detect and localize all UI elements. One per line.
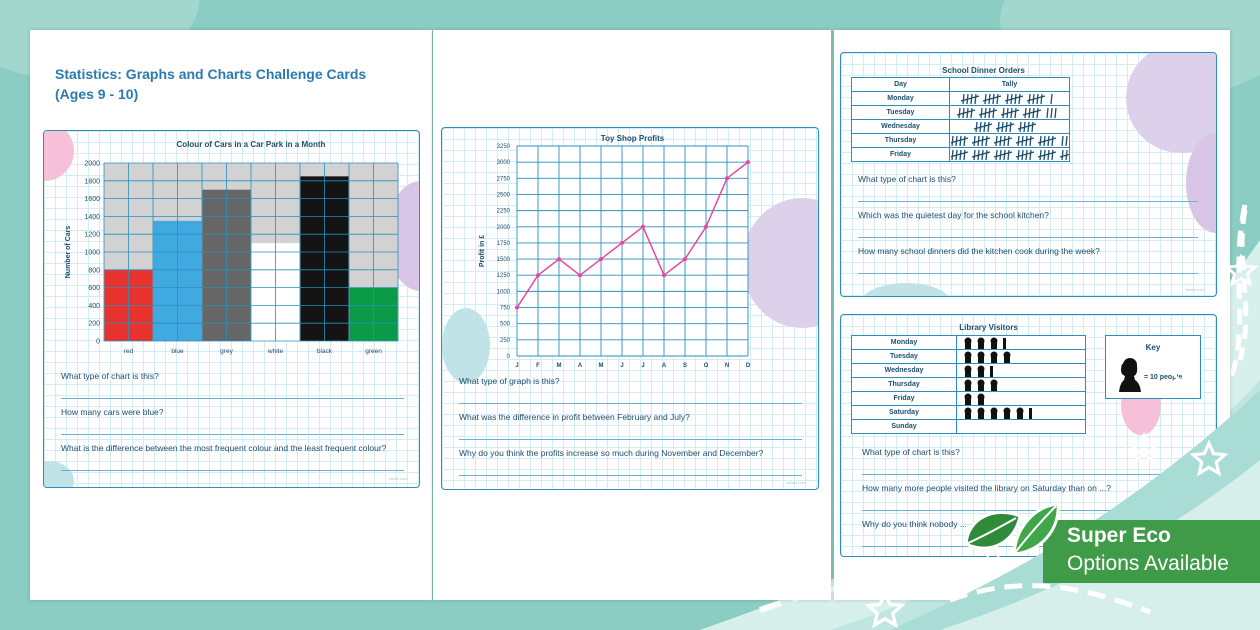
x-tick-label: D [745, 363, 751, 369]
y-tick-label: 2000 [496, 224, 510, 231]
day-cell: Thursday [852, 134, 950, 148]
day-cell: Friday [852, 148, 950, 162]
question-3: Why do you think the profits increase so much during November and December? [459, 448, 764, 458]
y-tick-label: 200 [88, 320, 100, 328]
x-tick-label: A [661, 363, 667, 369]
y-tick-label: 1000 [84, 249, 100, 257]
x-tick-label: A [577, 363, 583, 369]
y-tick-label: 2000 [84, 160, 100, 168]
y-tick-label: 1800 [84, 178, 100, 186]
column-header-tally: Tally [950, 78, 1070, 92]
y-tick-label: 0 [506, 354, 510, 360]
key-value: = 10 people [1144, 374, 1183, 381]
y-tick-label: 250 [499, 337, 510, 344]
day-cell: Monday [852, 336, 957, 350]
leaf-icon [958, 496, 1062, 576]
star-icon [1224, 254, 1258, 288]
x-tick-label: J [515, 363, 519, 369]
question-1: What type of chart is this? [858, 174, 956, 184]
question-3: Why do you think nobody ... [862, 519, 967, 529]
x-tick-label: M [556, 363, 562, 369]
key-title: Key [1145, 343, 1161, 352]
star-icon [1170, 362, 1200, 392]
day-cell: Thursday [852, 378, 957, 392]
card-title: School Dinner Orders [942, 66, 1025, 75]
star-icon [1128, 432, 1160, 464]
question-1: What type of chart is this? [61, 371, 159, 381]
y-tick-label: 600 [88, 285, 100, 293]
worksheet-title: Statistics: Graphs and Charts Challenge Cards (Ages 9 - 10) [55, 66, 367, 102]
chart-title: Colour of Cars in a Car Park in a Month [176, 140, 326, 149]
x-tick-label: J [620, 363, 624, 369]
y-tick-label: 1000 [496, 289, 510, 296]
star-icon [865, 590, 905, 630]
x-tick-label: F [536, 363, 540, 369]
day-cell: Friday [852, 392, 957, 406]
day-cell: Wednesday [852, 120, 950, 134]
y-tick-label: 1200 [84, 231, 100, 239]
watermark: twinkl.com [389, 476, 408, 481]
x-tick-label: S [682, 363, 688, 369]
day-cell: Monday [852, 92, 950, 106]
watermark: twinkl.com [1186, 287, 1205, 292]
y-tick-label: 0 [96, 338, 100, 346]
question-1: What type of chart is this? [862, 447, 960, 457]
y-tick-label: 1750 [496, 240, 510, 247]
day-cell: Tuesday [852, 106, 950, 120]
y-tick-label: 2500 [496, 192, 510, 199]
x-tick-label: J [641, 363, 645, 369]
y-axis-label: Profit in £ [479, 234, 486, 268]
y-tick-label: 1500 [496, 257, 510, 264]
x-tick-label: red [123, 348, 134, 355]
x-tick-label: black [316, 348, 333, 355]
y-tick-label: 2250 [496, 208, 510, 215]
day-cell: Sunday [852, 420, 957, 434]
y-tick-label: 1600 [84, 196, 100, 204]
y-axis-label: Number of Cars [65, 225, 72, 279]
x-tick-label: green [365, 348, 382, 355]
star-icon [1190, 440, 1228, 478]
badge-line-2: Options Available [1067, 552, 1229, 575]
y-tick-label: 400 [88, 302, 100, 310]
question-3: What is the difference between the most frequent colour and the least frequent colour? [61, 443, 387, 453]
y-tick-label: 2750 [496, 176, 510, 183]
y-tick-label: 800 [88, 267, 100, 275]
y-tick-label: 3000 [496, 160, 510, 167]
x-tick-label: blue [171, 348, 184, 355]
question-2: Which was the quietest day for the school kitchen? [858, 210, 1049, 220]
x-tick-label: grey [220, 348, 233, 355]
x-tick-label: N [724, 363, 730, 369]
y-tick-label: 750 [499, 305, 510, 312]
y-tick-label: 3250 [496, 144, 510, 150]
question-3: How many school dinners did the kitchen cook during the week? [858, 246, 1100, 256]
question-1: What type of graph is this? [459, 376, 560, 386]
y-tick-label: 500 [499, 321, 510, 328]
badge-line-1: Super Eco [1067, 524, 1171, 547]
day-cell: Wednesday [852, 364, 957, 378]
chart-title: Toy Shop Profits [600, 134, 665, 143]
question-2: How many cars were blue? [61, 407, 164, 417]
question-2: How many more people visited the library on Saturday than on ...? [862, 483, 1111, 493]
super-eco-badge[interactable] [1043, 520, 1260, 583]
day-cell: Tuesday [852, 350, 957, 364]
y-tick-label: 1400 [84, 213, 100, 221]
y-tick-label: 1250 [496, 273, 510, 280]
column-header-day: Day [852, 78, 950, 92]
x-tick-label: white [267, 348, 284, 355]
watermark: twinkl.com [787, 480, 806, 485]
day-cell: Saturday [852, 406, 957, 420]
question-2: What was the difference in profit between February and July? [459, 412, 690, 422]
card-title: Library Visitors [959, 323, 1018, 332]
x-tick-label: M [598, 363, 604, 369]
x-tick-label: O [703, 363, 709, 369]
